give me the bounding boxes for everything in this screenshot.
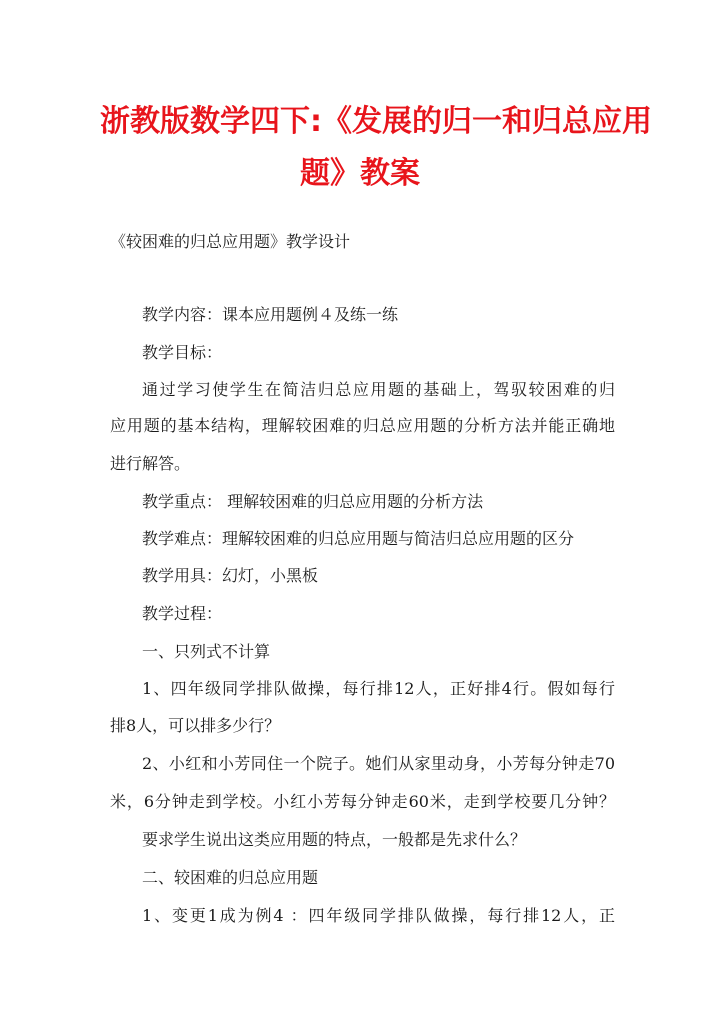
question-two-line-1: 2、小红和小芳同住一个院子。她们从家里动身，小芳每分钟走70 — [142, 754, 615, 773]
question-two-line-2: 米，6分钟走到学校。小红小芳每分钟走60米，走到学校要几分钟？ — [110, 792, 615, 811]
lesson-design-subtitle: 《较困难的归总应用题》教学设计 — [110, 232, 351, 251]
teaching-goal-line-3: 进行解答。 — [110, 454, 191, 473]
teaching-process-label: 教学过程： — [142, 604, 223, 623]
teaching-difficulty: 教学难点：理解较困难的归总应用题与简洁归总应用题的区分 — [142, 529, 575, 548]
section-one-heading: 一、只列式不计算 — [142, 642, 271, 661]
student-prompt: 要求学生说出这类应用题的特点，一般都是先求什么？ — [142, 830, 527, 849]
question-one-line-2: 排8人，可以排多少行？ — [110, 716, 281, 735]
teaching-key-point: 教学重点： 理解较困难的归总应用题的分析方法 — [142, 492, 484, 511]
teaching-content: 教学内容：课本应用题例４及练一练 — [142, 305, 399, 324]
question-one-line-1: 1、四年级同学排队做操，每行排12人，正好排4行。假如每行 — [142, 679, 615, 698]
document-title-line-2: 题》教案 — [300, 156, 420, 191]
teaching-tools: 教学用具：幻灯，小黑板 — [142, 566, 319, 585]
section-two-heading: 二、较困难的归总应用题 — [142, 868, 319, 887]
example-four-line-1: 1、变更1成为例4 ：四年级同学排队做操，每行排12人，正 — [142, 906, 615, 925]
teaching-goal-line-1: 通过学习使学生在简洁归总应用题的基础上，驾驭较困难的归 — [142, 380, 615, 399]
document-title-line-1: 浙教版数学四下:《发展的归一和归总应用 — [100, 104, 652, 139]
teaching-goal-label: 教学目标： — [142, 343, 223, 362]
teaching-goal-line-2: 应用题的基本结构，理解较困难的归总应用题的分析方法并能正确地 — [110, 416, 615, 435]
